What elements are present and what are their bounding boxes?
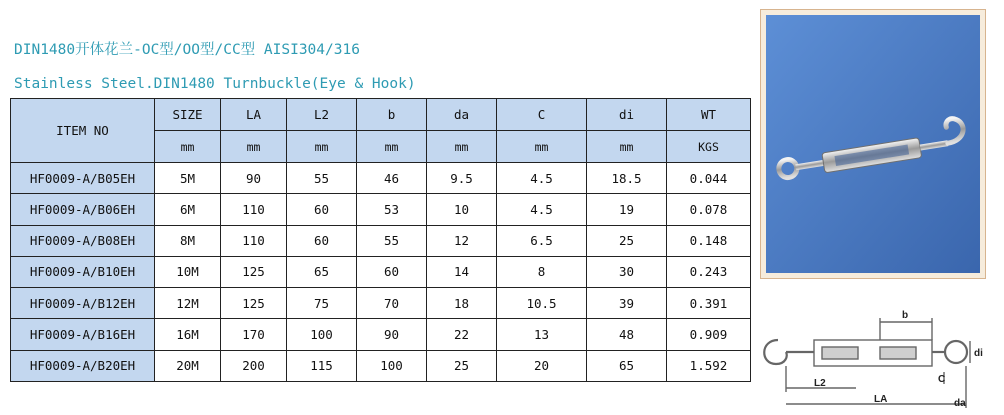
product-photo-frame bbox=[760, 9, 986, 279]
column-header: SIZE bbox=[155, 99, 221, 131]
table-cell: 55 bbox=[287, 163, 357, 194]
unit-cell: mm bbox=[221, 131, 287, 163]
table-cell: 46 bbox=[357, 163, 427, 194]
table-cell: 110 bbox=[221, 225, 287, 256]
dim-label-c: C bbox=[938, 374, 946, 385]
table-cell: 60 bbox=[357, 256, 427, 287]
unit-cell: mm bbox=[427, 131, 497, 163]
dim-label-da: da bbox=[954, 398, 966, 409]
table-cell: 125 bbox=[221, 288, 287, 319]
unit-cell: mm bbox=[357, 131, 427, 163]
column-header: da bbox=[427, 99, 497, 131]
table-cell: 115 bbox=[287, 350, 357, 381]
table-cell: 5M bbox=[155, 163, 221, 194]
turnbuckle-photo bbox=[766, 15, 980, 273]
item-code-cell: HF0009-A/B20EH bbox=[11, 350, 155, 381]
item-code-cell: HF0009-A/B16EH bbox=[11, 319, 155, 350]
product-title-chinese: DIN1480开体花兰-OC型/OO型/CC型 AISI304/316 bbox=[14, 42, 360, 58]
table-cell: 8 bbox=[497, 256, 587, 287]
table-cell: 16M bbox=[155, 319, 221, 350]
hook-shape bbox=[764, 340, 786, 364]
dimension-drawing bbox=[756, 300, 996, 412]
table-cell: 0.243 bbox=[667, 256, 751, 287]
table-row bbox=[11, 350, 751, 381]
table-cell: 0.148 bbox=[667, 225, 751, 256]
dim-label-la: LA bbox=[874, 394, 888, 405]
table-cell: 75 bbox=[287, 288, 357, 319]
column-header: LA bbox=[221, 99, 287, 131]
table-cell: 1.592 bbox=[667, 350, 751, 381]
table-cell: 170 bbox=[221, 319, 287, 350]
table-row bbox=[11, 319, 751, 350]
table-cell: 0.909 bbox=[667, 319, 751, 350]
table-cell: 65 bbox=[587, 350, 667, 381]
item-code-cell: HF0009-A/B12EH bbox=[11, 288, 155, 319]
unit-cell: mm bbox=[155, 131, 221, 163]
unit-cell: mm bbox=[497, 131, 587, 163]
table-row bbox=[11, 194, 751, 225]
dim-label-l2: L2 bbox=[814, 378, 826, 389]
table-cell: 14 bbox=[427, 256, 497, 287]
table-cell: 110 bbox=[221, 194, 287, 225]
table-cell: 25 bbox=[587, 225, 667, 256]
table-cell: 12M bbox=[155, 288, 221, 319]
table-row bbox=[11, 163, 751, 194]
eye-shape bbox=[945, 341, 967, 363]
column-header: b bbox=[357, 99, 427, 131]
table-cell: 100 bbox=[287, 319, 357, 350]
table-cell: 19 bbox=[587, 194, 667, 225]
item-code-cell: HF0009-A/B05EH bbox=[11, 163, 155, 194]
table-cell: 90 bbox=[221, 163, 287, 194]
unit-cell: KGS bbox=[667, 131, 751, 163]
unit-cell: mm bbox=[287, 131, 357, 163]
header-row bbox=[11, 99, 751, 131]
table-cell: 10M bbox=[155, 256, 221, 287]
table-cell: 22 bbox=[427, 319, 497, 350]
specification-table bbox=[10, 98, 751, 382]
table-cell: 55 bbox=[357, 225, 427, 256]
table-row bbox=[11, 225, 751, 256]
item-code-cell: HF0009-A/B10EH bbox=[11, 256, 155, 287]
column-header: L2 bbox=[287, 99, 357, 131]
dim-label-b: b bbox=[902, 310, 909, 321]
table-cell: 12 bbox=[427, 225, 497, 256]
table-cell: 4.5 bbox=[497, 194, 587, 225]
table-cell: 48 bbox=[587, 319, 667, 350]
table-cell: 9.5 bbox=[427, 163, 497, 194]
table-cell: 6M bbox=[155, 194, 221, 225]
table-cell: 20 bbox=[497, 350, 587, 381]
item-code-cell: HF0009-A/B08EH bbox=[11, 225, 155, 256]
column-header: WT bbox=[667, 99, 751, 131]
item-code-cell: HF0009-A/B06EH bbox=[11, 194, 155, 225]
product-title-english: Stainless Steel.DIN1480 Turnbuckle(Eye & Hook) bbox=[14, 76, 416, 92]
table-cell: 30 bbox=[587, 256, 667, 287]
table-cell: 10.5 bbox=[497, 288, 587, 319]
table-row bbox=[11, 288, 751, 319]
table-cell: 0.044 bbox=[667, 163, 751, 194]
table-cell: 6.5 bbox=[497, 225, 587, 256]
table-cell: 13 bbox=[497, 319, 587, 350]
table-cell: 100 bbox=[357, 350, 427, 381]
table-cell: 60 bbox=[287, 225, 357, 256]
table-cell: 39 bbox=[587, 288, 667, 319]
table-row bbox=[11, 256, 751, 287]
item-no-header: ITEM NO bbox=[11, 99, 155, 163]
table-cell: 0.078 bbox=[667, 194, 751, 225]
table-cell: 25 bbox=[427, 350, 497, 381]
table-cell: 10 bbox=[427, 194, 497, 225]
table-cell: 53 bbox=[357, 194, 427, 225]
table-cell: 90 bbox=[357, 319, 427, 350]
table-cell: 4.5 bbox=[497, 163, 587, 194]
table-cell: 18 bbox=[427, 288, 497, 319]
table-cell: 60 bbox=[287, 194, 357, 225]
table-cell: 125 bbox=[221, 256, 287, 287]
table-cell: 18.5 bbox=[587, 163, 667, 194]
table-cell: 20M bbox=[155, 350, 221, 381]
column-header: C bbox=[497, 99, 587, 131]
table-cell: 65 bbox=[287, 256, 357, 287]
unit-cell: mm bbox=[587, 131, 667, 163]
table-cell: 0.391 bbox=[667, 288, 751, 319]
table-cell: 200 bbox=[221, 350, 287, 381]
dim-label-di: di bbox=[974, 348, 983, 359]
table-cell: 8M bbox=[155, 225, 221, 256]
column-header: di bbox=[587, 99, 667, 131]
table-cell: 70 bbox=[357, 288, 427, 319]
